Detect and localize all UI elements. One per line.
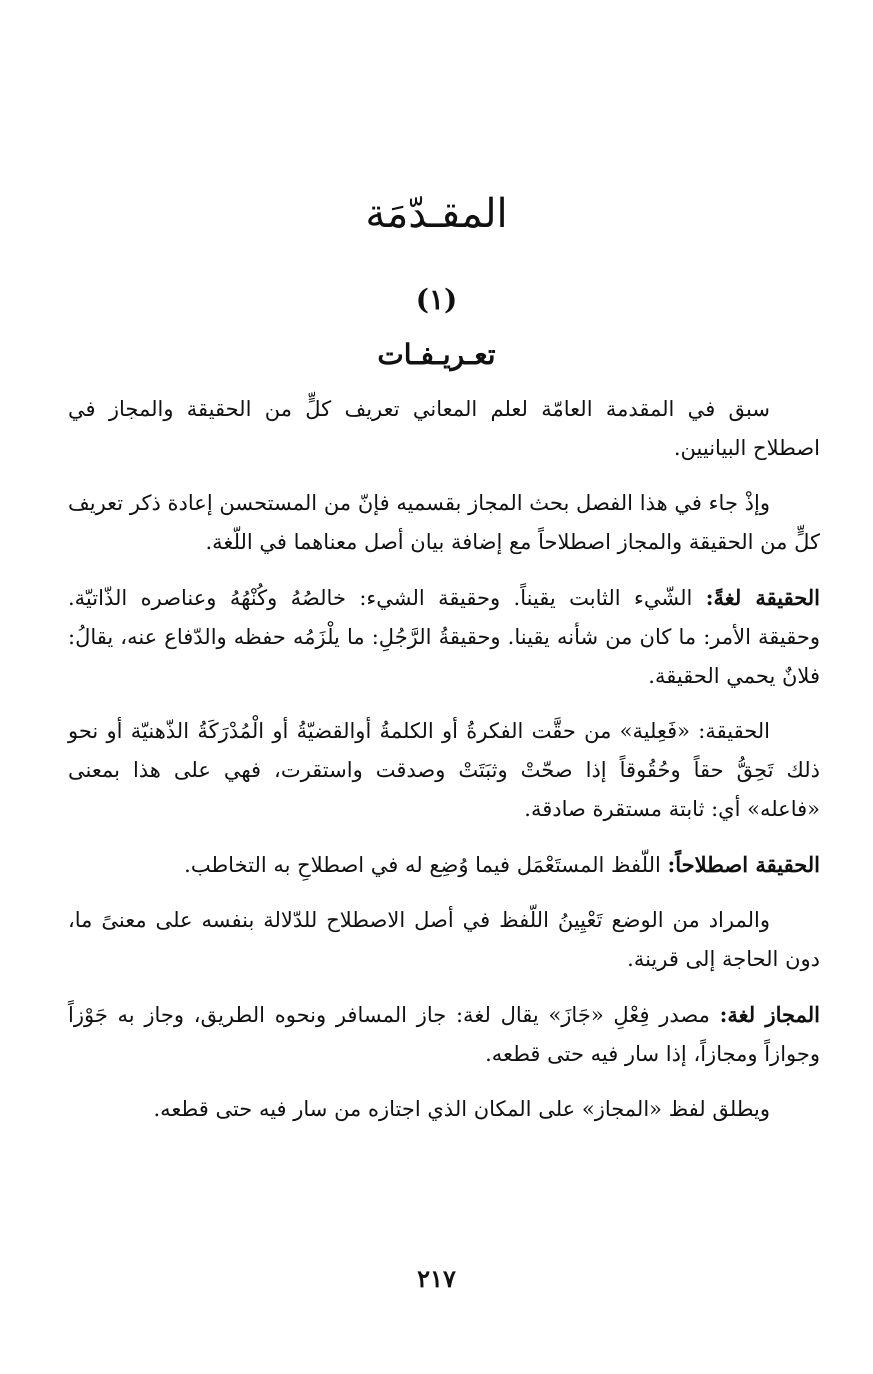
paragraph-haqiqa-morphology	[68, 712, 820, 829]
paragraph-wad-meaning	[68, 901, 820, 979]
paragraph-intro	[68, 390, 820, 468]
section-number: (١)	[415, 283, 458, 316]
paragraph-restatement	[68, 484, 820, 562]
term-label: الحقيقة اصطلاحاً:	[667, 852, 820, 877]
section-title: تعـريـفـات	[377, 338, 496, 371]
paragraph-text: وإذْ جاء في هذا الفصل بحث المجاز بقسميه فإنّ من المستحسن إعادة ذكر تعريف كلٍّ من الحقيقة والمجاز اصطلاحاً مع إضافة بيان أصل معناهما في اللّغة.	[68, 491, 820, 554]
term-label: الحقيقة لغةً:	[705, 585, 820, 610]
term-label: المجاز لغة:	[719, 1002, 820, 1027]
paragraph-haqiqa-istilahan	[68, 845, 820, 885]
body-text	[68, 390, 820, 1145]
page-number: ٢١٧	[417, 1264, 456, 1293]
paragraph-haqiqa-lughatan	[68, 578, 820, 696]
paragraph-majaz-place	[68, 1090, 820, 1129]
paragraph-text: الشّيء الثابت يقيناً. وحقيقة الشيء: خالصُهُ وكُنْهُهُ وعناصره الذّاتيّة. وحقيقة الأمر: ما كان من شأنه يقينا. وحقيقةُ الرَّجُلِ: ما يلْزَمُه حفظه والدّفاع عنه، يقالُ: فلانٌ يحمي الحقيقة.	[68, 586, 820, 688]
paragraph-text: الحقيقة: «فَعِلية» من حقَّت الفكرةُ أو الكلمةُ أوالقضيّةُ أو الْمُدْرَكَةُ الذّهنيّة أو نحو ذلك تَحِقُّ حقاً وحُقُوقاً إذا صحّتْ وثبَتَتْ وصدقت واستقرت، فهي على هذا بمعنى «فاعله» أي: ثابتة مستقرة صادقة.	[68, 719, 820, 821]
paragraph-majaz-lughatan	[68, 995, 820, 1074]
paragraph-text: اللّفظ المستَعْمَل فيما وُضِع له في اصطلاحِ به التخاطب.	[184, 853, 661, 877]
paragraph-text: مصدر فِعْلِ «جَازَ» يقال لغة: جاز المسافر ونحوه الطريق، وجاز به جَوْزاً وجوازاً ومجازاً، إذا سار فيه حتى قطعه.	[68, 1003, 820, 1066]
paragraph-text: سبق في المقدمة العامّة لعلم المعاني تعريف كلٍّ من الحقيقة والمجاز في اصطلاح البيانيين.	[68, 397, 820, 460]
paragraph-text: والمراد من الوضع تَعْيِينُ اللّفظ في أصل الاصطلاح للدّلالة بنفسه على معنىً ما، دون الحاجة إلى قرينة.	[68, 908, 820, 971]
paragraph-text: ويطلق لفظ «المجاز» على المكان الذي اجتازه من سار فيه حتى قطعه.	[153, 1097, 770, 1121]
chapter-title: المقـدّمَة	[365, 191, 508, 237]
